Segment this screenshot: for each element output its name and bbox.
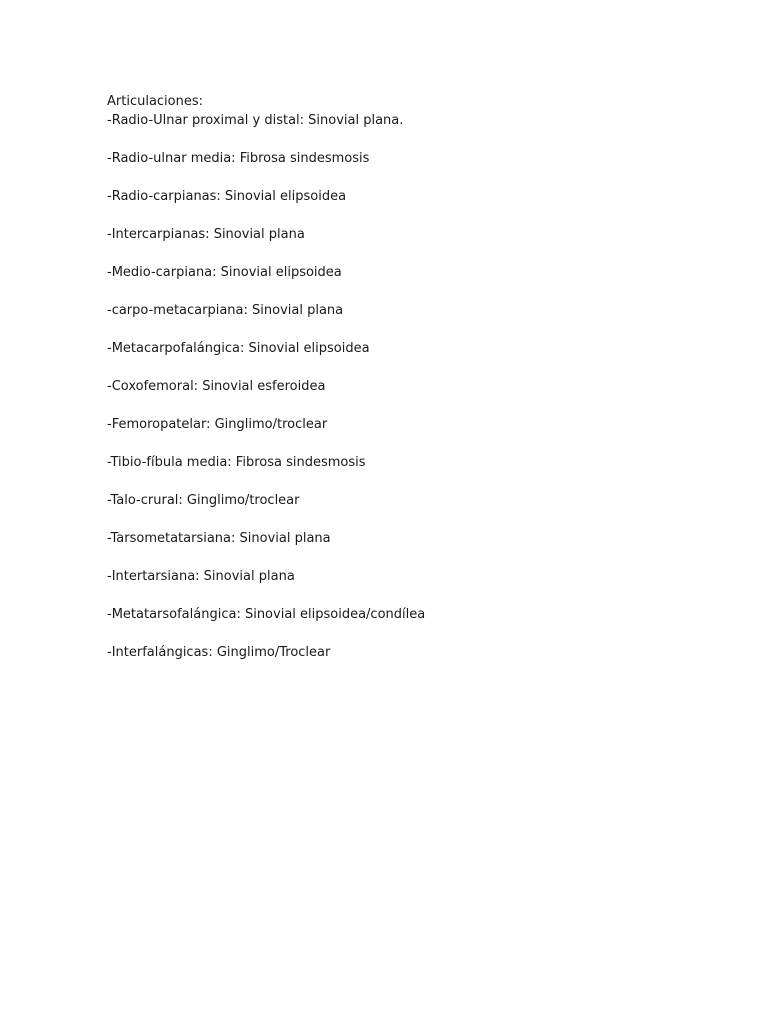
- list-item: -Tibio-fíbula media: Fibrosa sindesmosis: [107, 455, 366, 470]
- list-item: -Medio-carpiana: Sinovial elipsoidea: [107, 265, 342, 280]
- document-heading: Articulaciones:: [107, 94, 204, 109]
- list-item: -Talo-crural: Ginglimo/troclear: [107, 493, 300, 508]
- list-item: -Intercarpianas: Sinovial plana: [107, 227, 305, 242]
- list-item: -Femoropatelar: Ginglimo/troclear: [107, 417, 328, 432]
- list-item: -Tarsometatarsiana: Sinovial plana: [107, 531, 331, 546]
- list-item: -Interfalángicas: Ginglimo/Troclear: [107, 645, 331, 660]
- list-item: -carpo-metacarpiana: Sinovial plana: [107, 303, 344, 318]
- list-item: -Metacarpofalángica: Sinovial elipsoidea: [107, 341, 370, 356]
- list-item: -Intertarsiana: Sinovial plana: [107, 569, 295, 584]
- list-item: -Radio-Ulnar proximal y distal: Sinovial plana.: [107, 113, 404, 128]
- list-item: -Radio-ulnar media: Fibrosa sindesmosis: [107, 151, 370, 166]
- list-item: -Metatarsofalángica: Sinovial elipsoidea/condílea: [107, 607, 426, 622]
- list-item: -Radio-carpianas: Sinovial elipsoidea: [107, 189, 347, 204]
- document-body: [107, 92, 707, 681]
- joint-list: [107, 111, 707, 662]
- list-item: -Coxofemoral: Sinovial esferoidea: [107, 379, 326, 394]
